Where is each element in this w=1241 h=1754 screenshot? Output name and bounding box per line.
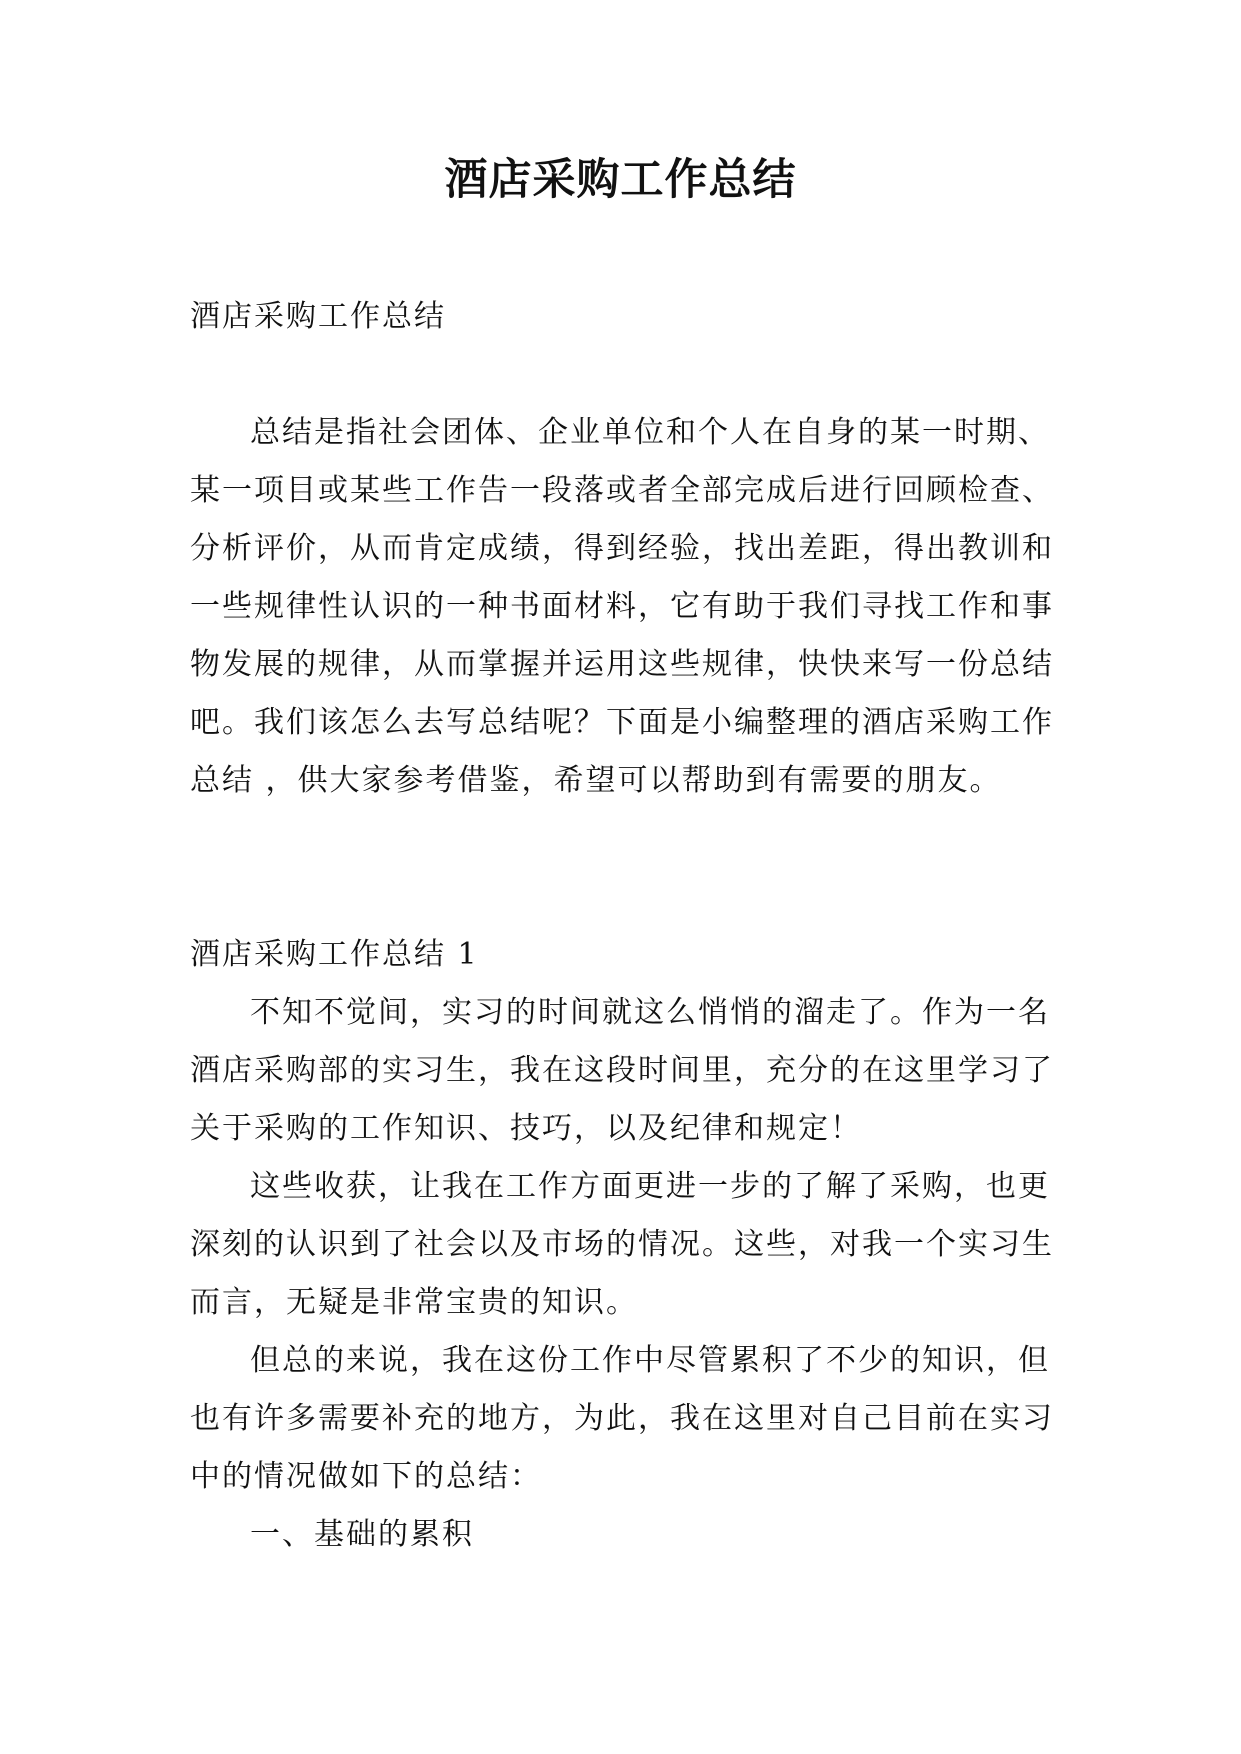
section-heading: 酒店采购工作总结 1 [190, 937, 479, 972]
document-title: 酒店采购工作总结 [444, 155, 797, 205]
section-paragraph-2: 这些收获，让我在工作方面更进一步的了解了采购，也更深刻的认识到了社会以及市场的情况。这些，对我一个实习生而言，无疑是非常宝贵的知识。 [190, 1169, 1054, 1320]
document-subtitle: 酒店采购工作总结 [190, 299, 446, 334]
section-body [190, 984, 1062, 1564]
section-paragraph-3: 但总的来说，我在这份工作中尽管累积了不少的知识，但也有许多需要补充的地方，为此，我在这里对自己目前在实习中的情况做如下的总结： [190, 1343, 1054, 1494]
section-subheading: 一、基础的累积 [250, 1517, 474, 1552]
intro-paragraph: 总结是指社会团体、企业单位和个人在自身的某一时期、某一项目或某些工作告一段落或者全部完成后进行回顾检查、分析评价，从而肯定成绩，得到经验，找出差距，得出教训和一些规律性认识的一种书面材料，它有助于我们寻找工作和事物发展的规律，从而掌握并运用这些规律，快快来写一份总结吧。我们该怎么去写总结呢？下面是小编整理的酒店采购工作总结 ，供大家参考借鉴，希望可以帮助到有需要的朋友。 [190, 415, 1054, 798]
section-paragraph-1: 不知不觉间，实习的时间就这么悄悄的溜走了。作为一名酒店采购部的实习生，我在这段时间里，充分的在这里学习了关于采购的工作知识、技巧，以及纪律和规定！ [190, 995, 1054, 1146]
